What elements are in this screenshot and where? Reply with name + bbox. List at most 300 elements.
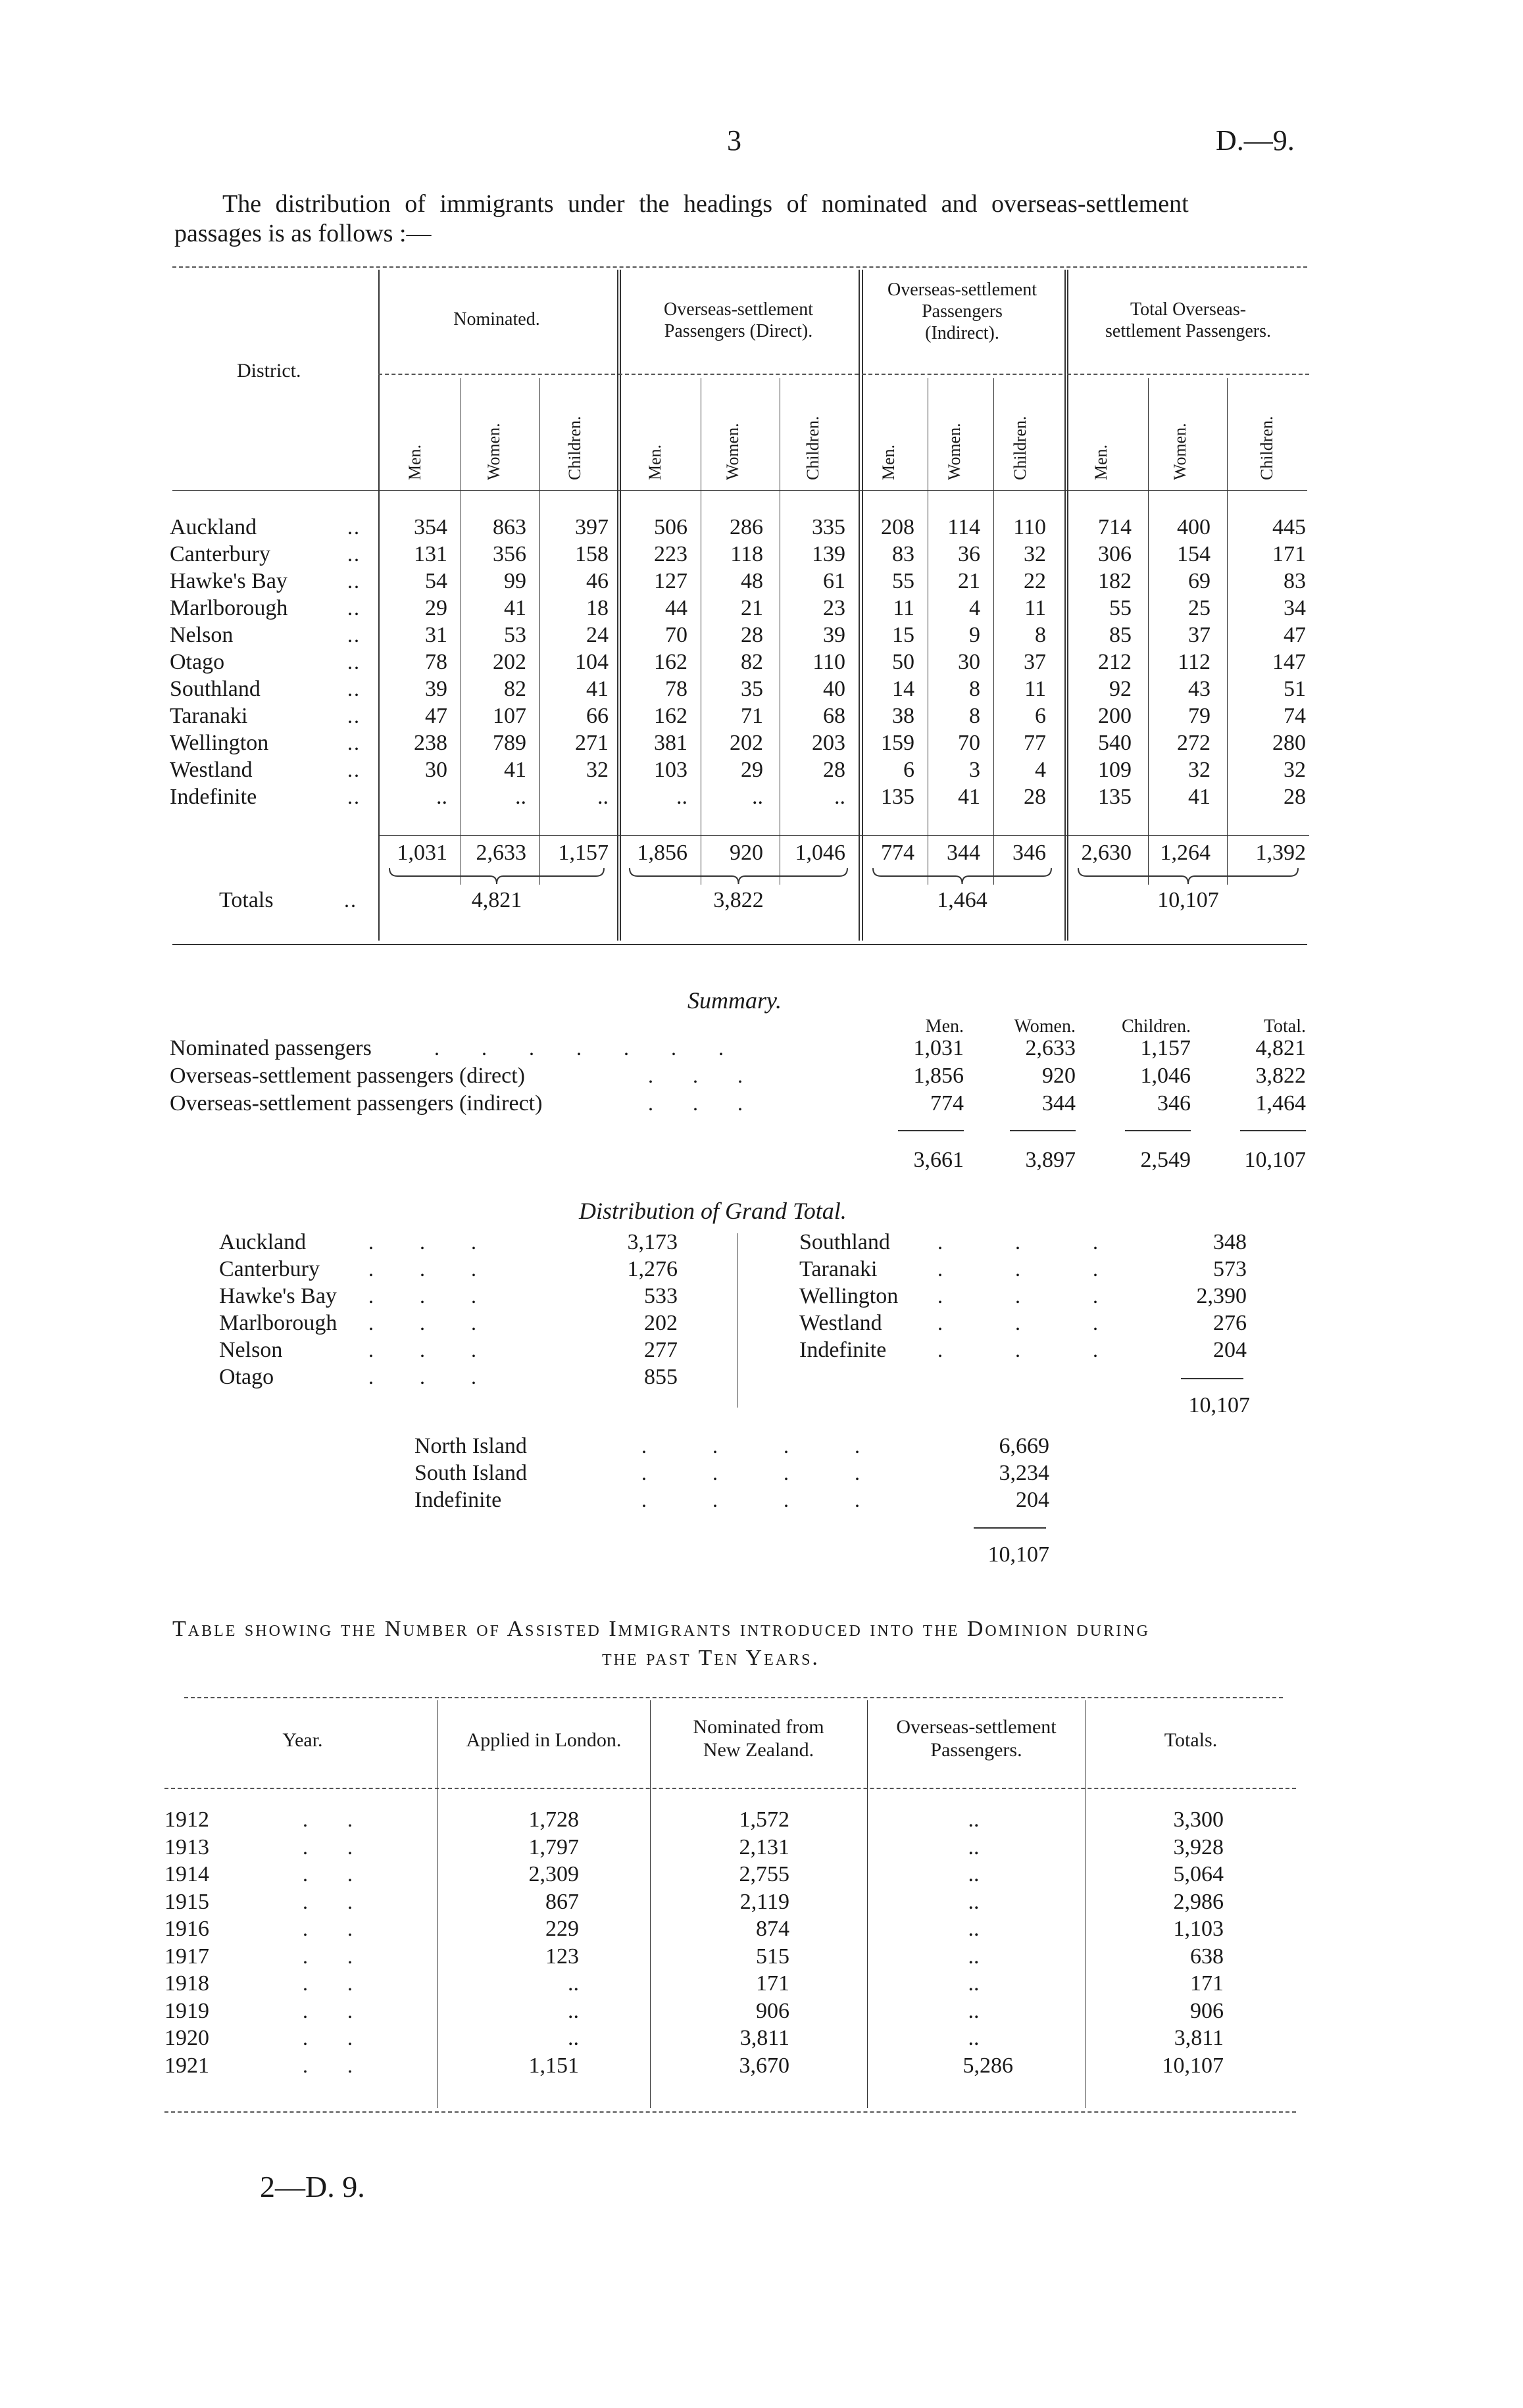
grand-title: Distribution of Grand Total. xyxy=(579,1198,847,1224)
ten-year: 1912 xyxy=(164,1807,209,1832)
ten-london: 2,309 xyxy=(528,1862,579,1886)
ten-london: .. xyxy=(568,2026,579,2050)
leader-dots: ... xyxy=(648,1091,782,1115)
table-cell: 11 xyxy=(1024,677,1046,701)
summary-total-rule xyxy=(1010,1130,1076,1131)
ten-header-totals: Totals. xyxy=(1164,1729,1218,1751)
ten-nz: 3,811 xyxy=(739,2026,789,2050)
column-separator xyxy=(1227,378,1228,885)
ten-header-nz-2: New Zealand. xyxy=(703,1739,814,1761)
column-subheader: Children. xyxy=(564,416,584,480)
subtotal-rule xyxy=(378,835,1309,836)
totals-label: Totals xyxy=(219,888,274,912)
ten-nz: 515 xyxy=(756,1944,789,1969)
table-cell: 54 xyxy=(425,569,447,593)
ten-years-title-1: Table showing the Number of Assisted Immigrants introduced into the Dominion during xyxy=(172,1617,1150,1641)
table-cell: 158 xyxy=(575,542,609,566)
summary-value: 344 xyxy=(1042,1091,1076,1116)
table-cell: 25 xyxy=(1188,596,1211,620)
table-cell: 223 xyxy=(654,542,687,566)
table-cell: 203 xyxy=(812,731,845,755)
ten-london: 867 xyxy=(545,1889,579,1914)
table-cell: 24 xyxy=(586,623,609,647)
subtotal-cell: 774 xyxy=(881,841,914,865)
ten-nz: 2,131 xyxy=(739,1834,789,1859)
district-name: Otago xyxy=(170,650,225,674)
table-cell: 112 xyxy=(1178,650,1211,674)
table-cell: 356 xyxy=(493,542,526,566)
grand-right-label: Indefinite xyxy=(799,1338,887,1362)
ten-total: 171 xyxy=(1190,1971,1224,1996)
district-header: District. xyxy=(237,360,301,381)
table-cell: 271 xyxy=(575,731,609,755)
table-cell: 46 xyxy=(586,569,609,593)
table-cell: 182 xyxy=(1098,569,1132,593)
table-cell: .. xyxy=(834,785,845,809)
brace-path xyxy=(873,868,1051,884)
summary-total-rule xyxy=(1125,1130,1191,1131)
table-cell: 131 xyxy=(414,542,447,566)
table-cell: 68 xyxy=(823,704,845,728)
leader-dots: .. xyxy=(303,1917,392,1940)
island-value: 3,234 xyxy=(999,1461,1049,1485)
grand-right-total: 10,107 xyxy=(1188,1393,1250,1417)
table-cell: 445 xyxy=(1272,515,1306,539)
table-cell: 127 xyxy=(654,569,687,593)
table-cell: 41 xyxy=(504,596,526,620)
leader-dots: .. xyxy=(303,2026,392,2050)
island-label: South Island xyxy=(414,1461,527,1485)
summary-row-label: Overseas-settlement passengers (direct) xyxy=(170,1064,525,1088)
column-subheader: Men. xyxy=(1091,444,1111,480)
table-cell: 286 xyxy=(730,515,763,539)
table-cell: 32 xyxy=(1284,758,1306,782)
table-cell: 22 xyxy=(1024,569,1046,593)
ten-year: 1918 xyxy=(164,1971,209,1996)
table-cell: 70 xyxy=(958,731,980,755)
table-cell: 41 xyxy=(958,785,980,809)
table-cell: 280 xyxy=(1272,731,1306,755)
grand-left-value: 277 xyxy=(644,1338,678,1362)
summary-value: 1,157 xyxy=(1140,1036,1191,1060)
summary-total-rule xyxy=(1240,1130,1306,1131)
leader-dots: .. xyxy=(303,2053,392,2077)
table-cell: 14 xyxy=(892,677,914,701)
table-header-rule xyxy=(172,490,1307,491)
leader-dots: .. xyxy=(347,704,361,727)
table-cell: 66 xyxy=(586,704,609,728)
ten-os: .. xyxy=(968,1971,980,1996)
table-cell: 69 xyxy=(1188,569,1211,593)
ten-os: .. xyxy=(968,1998,980,2023)
column-subheader: Men. xyxy=(645,444,664,480)
ten-nz: 874 xyxy=(756,1917,789,1941)
table-cell: 53 xyxy=(504,623,526,647)
table-cell: 30 xyxy=(958,650,980,674)
ten-header-year: Year. xyxy=(282,1729,323,1751)
district-name: Westland xyxy=(170,758,253,782)
summary-row-label: Overseas-settlement passengers (indirect) xyxy=(170,1091,543,1116)
summary-value: 1,856 xyxy=(913,1064,964,1088)
table-cell: 77 xyxy=(1024,731,1046,755)
table-cell: 28 xyxy=(1284,785,1306,809)
district-name: Canterbury xyxy=(170,542,270,566)
column-subheader: Women. xyxy=(484,423,503,480)
island-label: North Island xyxy=(414,1434,527,1458)
ten-header-rule xyxy=(164,1788,1296,1789)
table-cell: 30 xyxy=(425,758,447,782)
district-name: Marlborough xyxy=(170,596,288,620)
subtotal-cell: 2,630 xyxy=(1081,841,1132,865)
grand-right-value: 204 xyxy=(1213,1338,1247,1362)
ten-header-os-1: Overseas-settlement xyxy=(896,1716,1057,1738)
table-cell: .. xyxy=(436,785,447,809)
subtotal-cell: 1,046 xyxy=(795,841,845,865)
summary-value: 1,046 xyxy=(1140,1064,1191,1088)
leader-dots: ... xyxy=(937,1284,1170,1308)
subtotal-cell: 344 xyxy=(947,841,980,865)
table-cell: 99 xyxy=(504,569,526,593)
table-cell: 6 xyxy=(1035,704,1046,728)
table-cell: 238 xyxy=(414,731,447,755)
leader-dots: ... xyxy=(937,1257,1170,1281)
table-cell: 18 xyxy=(586,596,609,620)
summary-header: Children. xyxy=(1122,1016,1191,1037)
table-cell: 104 xyxy=(575,650,609,674)
summary-row-label: Nominated passengers xyxy=(170,1036,372,1060)
group-brace xyxy=(388,867,605,887)
table-cell: 397 xyxy=(575,515,609,539)
group-heading: settlement Passengers. xyxy=(1105,321,1271,341)
ten-nz: 3,670 xyxy=(739,2053,789,2078)
table-cell: 21 xyxy=(741,596,763,620)
leader-dots: .... xyxy=(641,1434,926,1458)
leader-dots: .. xyxy=(347,758,361,781)
table-cell: 354 xyxy=(414,515,447,539)
summary-total: 2,549 xyxy=(1140,1148,1191,1172)
table-cell: 162 xyxy=(654,704,687,728)
ten-total: 638 xyxy=(1190,1944,1224,1969)
summary-value: 920 xyxy=(1042,1064,1076,1088)
table-cell: 29 xyxy=(425,596,447,620)
district-name: Southland xyxy=(170,677,261,701)
ten-nz: 171 xyxy=(756,1971,789,1996)
table-cell: 863 xyxy=(493,515,526,539)
district-name: Auckland xyxy=(170,515,257,539)
group-heading: Nominated. xyxy=(453,309,540,330)
ten-os: .. xyxy=(968,2026,980,2050)
table-cell: .. xyxy=(752,785,763,809)
column-subheader: Women. xyxy=(722,423,742,480)
table-cell: 110 xyxy=(1013,515,1046,539)
table-cell: 3 xyxy=(969,758,980,782)
table-cell: 6 xyxy=(903,758,914,782)
page-number: 3 xyxy=(727,124,741,157)
table-cell: 714 xyxy=(1098,515,1132,539)
table-cell: 135 xyxy=(881,785,914,809)
grand-right-label: Wellington xyxy=(799,1284,899,1308)
ten-header-os-2: Passengers. xyxy=(930,1739,1022,1761)
table-cell: 208 xyxy=(881,515,914,539)
ten-year: 1917 xyxy=(164,1944,209,1969)
ten-london: 123 xyxy=(545,1944,579,1969)
column-subheader: Children. xyxy=(803,416,822,480)
table-cell: 39 xyxy=(425,677,447,701)
ten-london: .. xyxy=(568,1971,579,1996)
table-cell: 41 xyxy=(1188,785,1211,809)
islands-total: 10,107 xyxy=(987,1542,1049,1567)
table-cell: 4 xyxy=(1035,758,1046,782)
intro-line-1: The distribution of immigrants under the headings of nominated and overseas-settlement xyxy=(222,190,1189,218)
table-cell: 107 xyxy=(493,704,526,728)
grand-left-value: 1,276 xyxy=(627,1257,678,1281)
ten-london: 1,797 xyxy=(528,1834,579,1859)
ten-os: .. xyxy=(968,1917,980,1941)
grand-right-value: 573 xyxy=(1213,1257,1247,1281)
table-cell: 51 xyxy=(1284,677,1306,701)
group-total: 3,822 xyxy=(713,888,764,912)
ten-total: 1,103 xyxy=(1173,1917,1224,1941)
leader-dots: ... xyxy=(937,1311,1170,1335)
table-cell: 21 xyxy=(958,569,980,593)
table-cell: .. xyxy=(597,785,609,809)
grand-left-label: Auckland xyxy=(219,1230,307,1254)
table-cell: 202 xyxy=(493,650,526,674)
grand-right-label: Westland xyxy=(799,1311,882,1335)
ten-year: 1916 xyxy=(164,1917,209,1941)
table-cell: 11 xyxy=(893,596,914,620)
district-name: Taranaki xyxy=(170,704,248,728)
table-cell: 789 xyxy=(493,731,526,755)
ten-total: 3,300 xyxy=(1173,1807,1224,1832)
summary-total-rule xyxy=(898,1130,964,1131)
ten-os: .. xyxy=(968,1834,980,1859)
leader-dots: .. xyxy=(347,569,361,593)
ten-total: 5,064 xyxy=(1173,1862,1224,1886)
table-cell: 78 xyxy=(665,677,687,701)
table-cell: 159 xyxy=(881,731,914,755)
ten-year: 1914 xyxy=(164,1862,209,1886)
table-cell: 110 xyxy=(812,650,845,674)
group-heading: Passengers xyxy=(922,301,1003,322)
grand-left-label: Canterbury xyxy=(219,1257,320,1281)
table-cell: 23 xyxy=(823,596,845,620)
table-cell: 4 xyxy=(969,596,980,620)
table-cell: 43 xyxy=(1188,677,1211,701)
table-cell: 28 xyxy=(741,623,763,647)
island-label: Indefinite xyxy=(414,1488,502,1512)
islands-rule xyxy=(974,1527,1046,1529)
table-cell: 44 xyxy=(665,596,687,620)
table-bottom-rule xyxy=(172,944,1307,945)
table-cell: 83 xyxy=(892,542,914,566)
subtotal-cell: 1,264 xyxy=(1160,841,1211,865)
table-cell: 8 xyxy=(969,704,980,728)
leader-dots: .. xyxy=(303,1807,392,1831)
ten-total: 906 xyxy=(1190,1998,1224,2023)
table-cell: 212 xyxy=(1098,650,1132,674)
table-cell: 78 xyxy=(425,650,447,674)
table-cell: 41 xyxy=(586,677,609,701)
table-cell: 32 xyxy=(1188,758,1211,782)
table-cell: 118 xyxy=(730,542,763,566)
brace-path xyxy=(1078,868,1298,884)
table-cell: 39 xyxy=(823,623,845,647)
table-cell: 48 xyxy=(741,569,763,593)
grand-left-label: Nelson xyxy=(219,1338,283,1362)
leader-dots: ... xyxy=(937,1230,1170,1254)
subtotal-cell: 1,031 xyxy=(397,841,447,865)
ten-london: 1,151 xyxy=(528,2053,579,2078)
table-cell: 8 xyxy=(969,677,980,701)
table-cell: 83 xyxy=(1284,569,1306,593)
ten-total: 10,107 xyxy=(1162,2053,1224,2078)
brace-path xyxy=(630,868,847,884)
table-cell: 36 xyxy=(958,542,980,566)
group-title-rule xyxy=(862,374,1062,375)
ten-year: 1919 xyxy=(164,1998,209,2023)
ten-nz: 2,119 xyxy=(739,1889,789,1914)
summary-value: 1,031 xyxy=(913,1036,964,1060)
summary-value: 3,822 xyxy=(1255,1064,1306,1088)
leader-dots: ... xyxy=(648,1064,782,1087)
grand-right-value: 276 xyxy=(1213,1311,1247,1335)
subtotal-cell: 2,633 xyxy=(476,841,526,865)
table-cell: 147 xyxy=(1272,650,1306,674)
leader-dots: .. xyxy=(344,888,357,912)
ten-total: 3,928 xyxy=(1173,1834,1224,1859)
table-cell: 61 xyxy=(823,569,845,593)
summary-value: 774 xyxy=(930,1091,964,1116)
brace-path xyxy=(389,868,604,884)
grand-left-label: Hawke's Bay xyxy=(219,1284,337,1308)
district-name: Wellington xyxy=(170,731,269,755)
leader-dots: ... xyxy=(368,1338,522,1362)
table-cell: 139 xyxy=(812,542,845,566)
grand-right-rule xyxy=(1181,1378,1243,1379)
leader-dots: ... xyxy=(368,1230,522,1254)
subtotal-cell: 346 xyxy=(1012,841,1046,865)
summary-value: 346 xyxy=(1157,1091,1191,1116)
summary-header: Men. xyxy=(925,1016,964,1037)
leader-dots: ... xyxy=(937,1338,1170,1362)
table-cell: 29 xyxy=(741,758,763,782)
subtotal-cell: 920 xyxy=(730,841,763,865)
ten-london: .. xyxy=(568,1998,579,2023)
table-cell: 37 xyxy=(1188,623,1211,647)
group-brace xyxy=(872,867,1053,887)
ten-london: 229 xyxy=(545,1917,579,1941)
subtotal-cell: 1,392 xyxy=(1255,841,1306,865)
leader-dots: .. xyxy=(347,623,361,647)
district-name: Nelson xyxy=(170,623,234,647)
leader-dots: .. xyxy=(347,731,361,754)
leader-dots: .. xyxy=(303,1944,392,1968)
group-heading: (Indirect). xyxy=(925,323,999,343)
ten-col-separator xyxy=(437,1700,438,2108)
leader-dots: ... xyxy=(368,1284,522,1308)
table-cell: 11 xyxy=(1024,596,1046,620)
district-name: Hawke's Bay xyxy=(170,569,287,593)
ten-col-separator xyxy=(867,1700,868,2108)
grand-right-label: Southland xyxy=(799,1230,890,1254)
summary-total: 3,897 xyxy=(1025,1148,1076,1172)
table-cell: 400 xyxy=(1177,515,1211,539)
grand-right-value: 2,390 xyxy=(1196,1284,1247,1308)
ten-os: .. xyxy=(968,1807,980,1832)
summary-total: 3,661 xyxy=(913,1148,964,1172)
summary-header: Women. xyxy=(1014,1016,1076,1037)
group-total: 10,107 xyxy=(1157,888,1219,912)
group-total: 1,464 xyxy=(937,888,987,912)
table-cell: 47 xyxy=(1284,623,1306,647)
table-cell: 114 xyxy=(947,515,980,539)
table-cell: 55 xyxy=(1109,596,1132,620)
ten-nz: 1,572 xyxy=(739,1807,789,1832)
island-value: 204 xyxy=(1016,1488,1049,1512)
document-reference: D.—9. xyxy=(1216,124,1295,157)
table-cell: 92 xyxy=(1109,677,1132,701)
table-cell: 55 xyxy=(892,569,914,593)
district-distribution-table xyxy=(0,0,1523,960)
table-cell: 85 xyxy=(1109,623,1132,647)
leader-dots: .. xyxy=(347,677,361,700)
page-footer: 2—D. 9. xyxy=(260,2170,365,2203)
ten-year: 1915 xyxy=(164,1889,209,1914)
ten-total: 3,811 xyxy=(1174,2026,1224,2050)
table-cell: 15 xyxy=(892,623,914,647)
leader-dots: .... xyxy=(641,1488,926,1511)
table-cell: 103 xyxy=(654,758,687,782)
district-name: Indefinite xyxy=(170,785,257,809)
table-cell: 41 xyxy=(504,758,526,782)
table-cell: 79 xyxy=(1188,704,1211,728)
table-cell: 74 xyxy=(1284,704,1306,728)
column-subheader: Women. xyxy=(945,423,964,480)
table-cell: 109 xyxy=(1098,758,1132,782)
table-cell: 82 xyxy=(504,677,526,701)
leader-dots: ....... xyxy=(434,1036,766,1060)
leader-dots: .. xyxy=(347,542,361,566)
grand-left-value: 533 xyxy=(644,1284,678,1308)
ten-os: .. xyxy=(968,1862,980,1886)
table-cell: 381 xyxy=(654,731,687,755)
leader-dots: ... xyxy=(368,1257,522,1281)
leader-dots: .. xyxy=(303,1998,392,2023)
intro-line-2: passages is as follows :— xyxy=(174,220,432,247)
column-subheader: Children. xyxy=(1011,416,1030,480)
ten-header-london: Applied in London. xyxy=(466,1729,622,1751)
ten-years-title-2: the past Ten Years. xyxy=(602,1646,820,1670)
ten-os: 5,286 xyxy=(962,2053,1013,2078)
table-cell: 540 xyxy=(1098,731,1132,755)
ten-top-rule xyxy=(184,1697,1283,1698)
group-heading: Overseas-settlement xyxy=(887,280,1037,300)
table-cell: 200 xyxy=(1098,704,1132,728)
group-heading: Passengers (Direct). xyxy=(664,321,813,341)
leader-dots: .... xyxy=(641,1461,926,1485)
group-title-rule xyxy=(1067,374,1309,375)
subtotal-cell: 1,856 xyxy=(637,841,687,865)
summary-value: 2,633 xyxy=(1025,1036,1076,1060)
ten-header-nz-1: Nominated from xyxy=(693,1716,824,1738)
table-cell: 37 xyxy=(1024,650,1046,674)
table-cell: 35 xyxy=(741,677,763,701)
table-cell: .. xyxy=(515,785,526,809)
table-top-rule xyxy=(172,266,1307,268)
grand-right-label: Taranaki xyxy=(799,1257,878,1281)
leader-dots: .. xyxy=(303,1862,392,1886)
